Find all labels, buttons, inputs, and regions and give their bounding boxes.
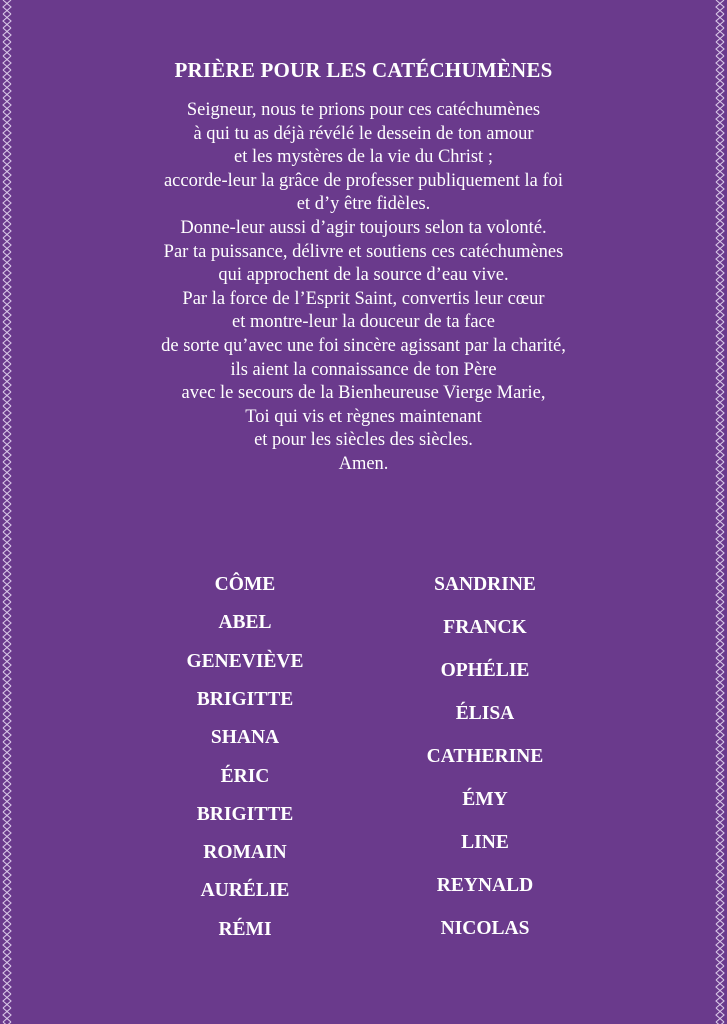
catechumen-name: AURÉLIE [200,880,290,902]
prayer-line: Toi qui vis et règnes maintenant [245,406,482,427]
catechumen-name: BRIGITTE [196,688,294,710]
catechumen-name: ÉLISA [455,703,515,724]
prayer-line: de sorte qu’avec une foi sincère agissant par la charité, [161,335,566,356]
prayer-line: Par la force de l’Esprit Saint, convertis leur cœur [182,288,545,309]
prayer-line: à qui tu as déjà révélé le dessein de ton amour [193,123,534,144]
prayer-line: Seigneur, nous te prions pour ces catéchumènes [186,100,541,120]
catechumen-name: RÉMI [218,918,272,940]
catechumen-name: ROMAIN [203,842,287,864]
prayer-text [0,99,727,477]
prayer-line: et les mystères de la vie du Christ ; [234,147,493,168]
catechumen-name: REYNALD [436,875,534,896]
catechumen-name: ABEL [218,612,272,634]
catechumen-name: SHANA [210,727,280,749]
prayer-line: Donne-leur aussi d’agir toujours selon ta volonté. [180,217,547,238]
prayer-line: accorde-leur la grâce de professer publiquement la foi [163,170,564,191]
prayer-line: Par ta puissance, délivre et soutiens ces catéchumènes [163,241,564,262]
catechumen-name: SANDRINE [434,574,536,595]
prayer-line: et d’y être fidèles. [296,194,431,215]
catechumen-name: BRIGITTE [196,803,294,825]
prayer-line: et pour les siècles des siècles. [254,430,473,451]
catechumen-name: OPHÉLIE [440,660,530,681]
prayer-line: ils aient la connaissance de ton Père [230,359,497,380]
prayer-title: PRIÈRE POUR LES CATÉCHUMÈNES [174,58,553,82]
catechumen-name: GENEVIÈVE [186,650,304,672]
catechumen-name: CATHERINE [426,746,544,767]
prayer-amen: Amen. [338,453,389,474]
prayer-line: et montre-leur la douceur de ta face [232,312,495,333]
catechumen-name: ÉMY [462,789,508,810]
catechumen-name: LINE [461,832,509,853]
prayer-line: qui approchent de la source d’eau vive. [218,265,509,286]
catechumen-name: ÉRIC [220,765,270,787]
catechumen-name: NICOLAS [440,918,530,939]
prayer-line: avec le secours de la Bienheureuse Vierge Marie, [181,383,546,404]
catechumen-name: FRANCK [443,617,527,638]
catechumen-name: CÔME [214,574,276,595]
